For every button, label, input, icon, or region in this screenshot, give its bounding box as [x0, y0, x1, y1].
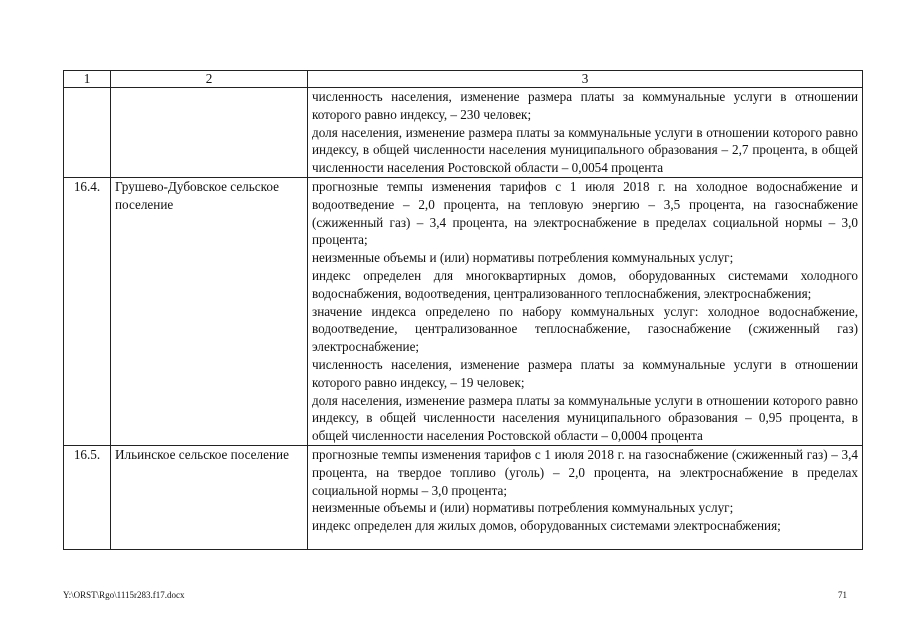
row-number-cell: [64, 88, 111, 178]
paragraph: значение индекса определено по набору коммунальных услуг: холодное водоснабжение, водоотведение, централизованное теплоснабжение, газоснабжение (сжиженный газ) электроснабжение;: [312, 303, 858, 355]
paragraph: прогнозные темпы изменения тарифов с 1 июля 2018 г. на холодное водоснабжение и водоотведение – 2,0 процента, на тепловую энергию – 3,5 процента, на газоснабжение (сжиженный газ) – 3,4 процента, на электроснабжение в пределах социальной нормы – 3,0 процента;: [312, 178, 858, 248]
content-clip: [312, 446, 858, 549]
paragraph: доля населения, изменение размера платы за коммунальные услуги в отношении которого равно индексу, в общей численности населения муниципального образования – 2,7 процента, в общей численности населения Ростовской области – 0,0054 процента: [312, 124, 858, 176]
footer-page-number: 71: [838, 590, 847, 600]
header-col-3: 3: [308, 71, 863, 88]
row-content-cell: [308, 88, 863, 178]
paragraph: прогнозные темпы изменения тарифов с 1 июля 2018 г. на газоснабжение (сжиженный газ) – 3,4 процента, на твердое топливо (уголь) – 2,0 процента, на электроснабжение в пределах социальной нормы – 3,0 процента;: [312, 446, 858, 498]
row-name-cell: Ильинское сельское поселение: [111, 445, 308, 549]
row-content-cell: [308, 445, 863, 549]
table-row: [64, 88, 863, 178]
table-row: [64, 445, 863, 549]
row-name-cell: [111, 88, 308, 178]
row-number-cell: 16.4.: [64, 177, 111, 445]
footer-file-path: Y:\ORST\Rgo\1115r283.f17.docx: [63, 590, 185, 600]
row-number-cell: 16.5.: [64, 445, 111, 549]
paragraph: доля населения, изменение размера платы за коммунальные услуги в отношении которого равно индексу, в общей численности населения муниципального образования – 0,95 процента, в общей численности населения Ростовской области – 0,0004 процента: [312, 392, 858, 444]
header-col-2: 2: [111, 71, 308, 88]
paragraph: неизменные объемы и (или) нормативы потребления коммунальных услуг;: [312, 500, 734, 516]
data-table: [63, 70, 863, 550]
paragraph: численность населения, изменение размера платы за коммунальные услуги в отношении которого равно индексу, – 230 человек;: [312, 89, 858, 122]
paragraph: численность населения, изменение размера платы за коммунальные услуги в отношении которого равно индексу, – 19 человек;: [312, 356, 858, 390]
paragraph: неизменные объемы и (или) нормативы потребления коммунальных услуг;: [312, 250, 734, 266]
paragraph: индекс определен для жилых домов, оборудованных системами электроснабжения;: [312, 518, 781, 534]
row-name-cell: Грушево-Дубовское сельское поселение: [111, 177, 308, 445]
header-col-1: 1: [64, 71, 111, 88]
table-header-row: [64, 71, 863, 88]
table-row: [64, 177, 863, 445]
row-content-cell: [308, 177, 863, 445]
paragraph: индекс определен для многоквартирных домов, оборудованных системами холодного водоснабжения, водоотведения, централизованного теплоснабжения, электроснабжения;: [312, 267, 858, 301]
